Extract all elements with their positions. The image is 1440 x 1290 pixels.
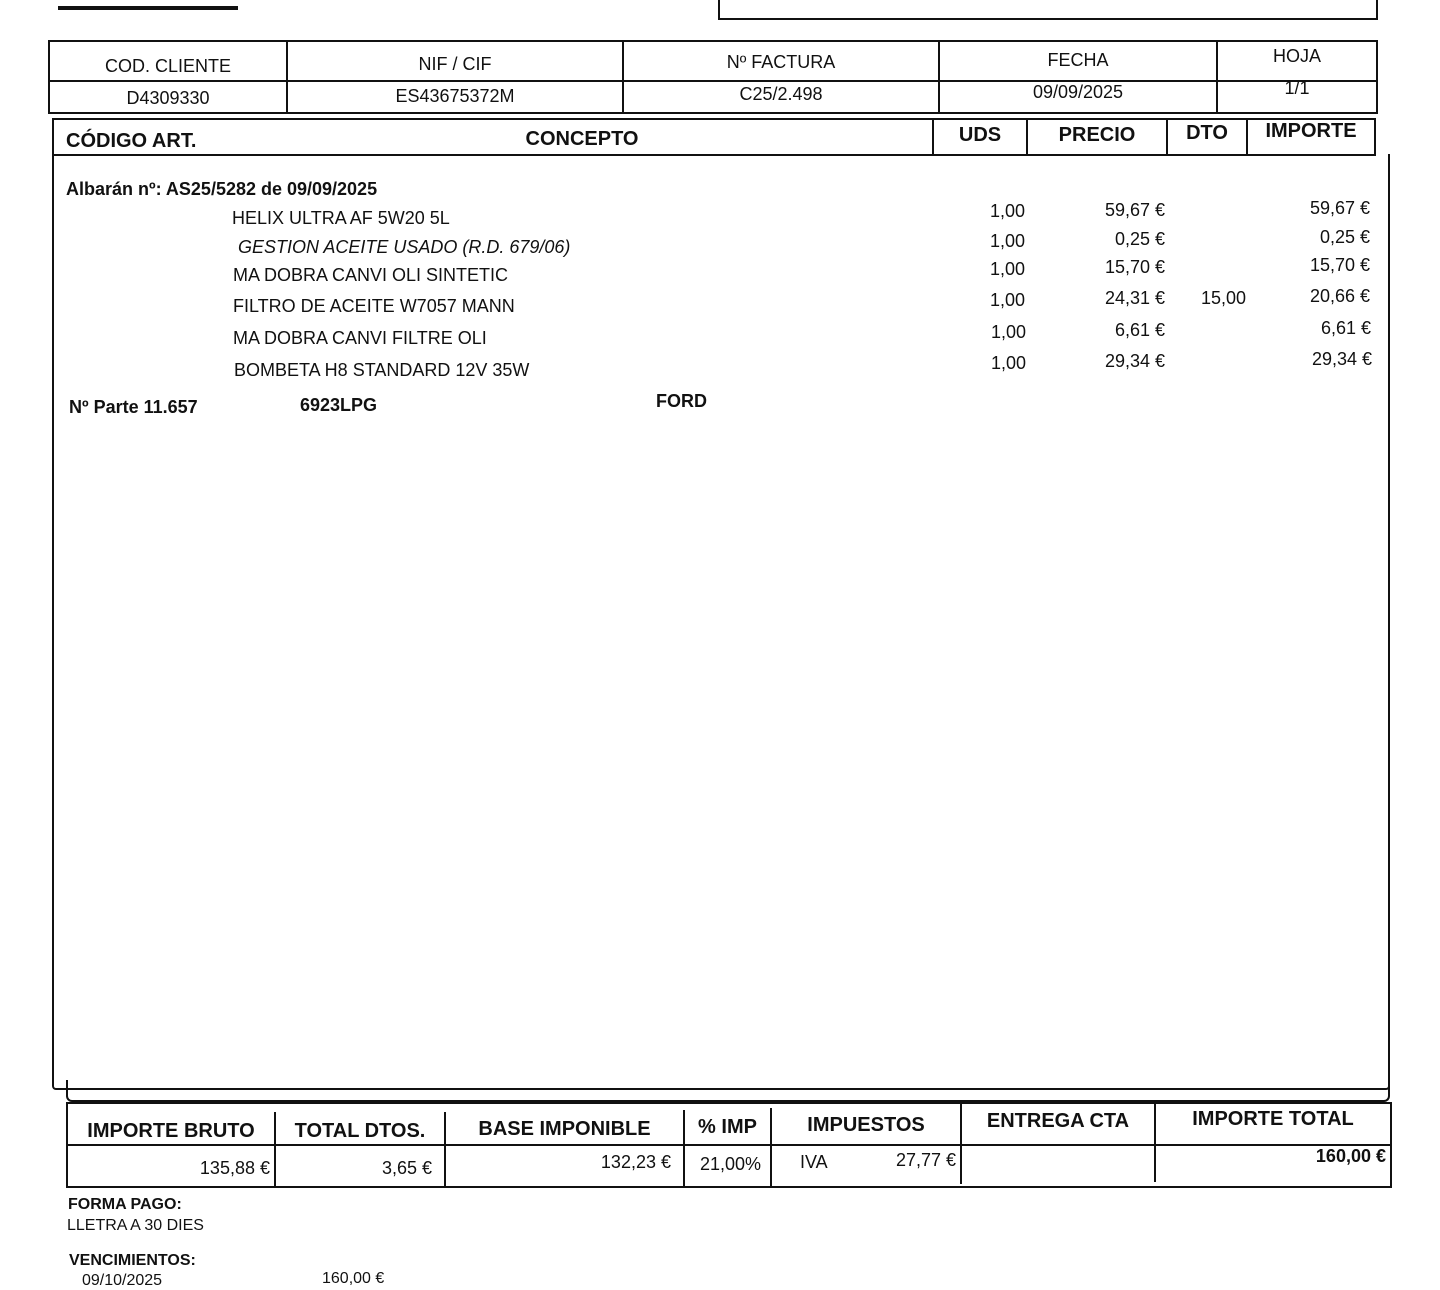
pct-imp-value: 21,00% <box>699 1154 761 1174</box>
lines-table <box>52 118 1376 156</box>
line-precio: 24,31 € <box>1104 288 1165 308</box>
col-impuestos: IMPUESTOS <box>807 1113 925 1136</box>
line-precio: 6,61 € <box>1114 320 1165 340</box>
forma-pago-label: FORMA PAGO: <box>68 1196 182 1213</box>
line-concepto: FILTRO DE ACEITE W7057 MANN <box>233 296 515 316</box>
col-dto: DTO <box>1186 121 1228 144</box>
address-box <box>718 0 1378 20</box>
base-imponible-value: 132,23 € <box>600 1152 671 1172</box>
header-col-fecha: FECHA <box>1047 49 1109 70</box>
line-concepto: BOMBETA H8 STANDARD 12V 35W <box>234 360 530 380</box>
albaran-line: Albarán nº: AS25/5282 de 09/09/2025 <box>66 179 378 199</box>
line-concepto: MA DOBRA CANVI FILTRE OLI <box>233 328 487 348</box>
col-importe-bruto: IMPORTE BRUTO <box>87 1119 255 1142</box>
col-uds: UDS <box>958 123 1002 146</box>
line-precio: 0,25 € <box>1114 229 1165 249</box>
line-uds: 1,00 <box>990 353 1026 373</box>
line-uds: 1,00 <box>990 322 1026 342</box>
line-concepto: HELIX ULTRA AF 5W20 5L <box>232 208 450 228</box>
vehicle-brand: FORD <box>656 391 707 411</box>
line-precio: 59,67 € <box>1104 200 1165 220</box>
col-importe-total: IMPORTE TOTAL <box>1192 1107 1354 1130</box>
col-codigo-art: CÓDIGO ART. <box>66 129 197 152</box>
total-dtos-value: 3,65 € <box>381 1158 432 1178</box>
totals-table <box>66 1102 1392 1188</box>
nif-cif-value: ES43675372M <box>395 85 515 106</box>
line-uds: 1,00 <box>989 259 1025 279</box>
col-concepto: CONCEPTO <box>525 127 639 150</box>
line-precio: 15,70 € <box>1104 257 1165 277</box>
document-title-fragment <box>58 0 238 10</box>
line-importe: 15,70 € <box>1309 255 1370 275</box>
cod-cliente-value: D4309330 <box>126 87 210 108</box>
col-precio: PRECIO <box>1058 123 1136 146</box>
vencimiento-importe: 160,00 € <box>322 1270 385 1287</box>
col-total-dtos: TOTAL DTOS. <box>294 1119 426 1142</box>
col-pct-imp: % IMP <box>698 1115 757 1138</box>
line-importe: 6,61 € <box>1320 318 1371 338</box>
col-entrega-cta: ENTREGA CTA <box>986 1109 1130 1132</box>
line-importe: 20,66 € <box>1309 286 1370 306</box>
vencimiento-fecha: 09/10/2025 <box>82 1272 163 1289</box>
line-uds: 1,00 <box>989 290 1025 310</box>
line-concepto: MA DOBRA CANVI OLI SINTETIC <box>233 265 509 285</box>
num-factura-value: C25/2.498 <box>739 83 823 104</box>
header-col-hoja: HOJA <box>1272 45 1321 66</box>
col-base-imponible: BASE IMPONIBLE <box>478 1117 651 1140</box>
header-col-nif-cif: NIF / CIF <box>418 53 492 74</box>
header-col-num-factura: Nº FACTURA <box>726 51 836 72</box>
importe-total-value: 160,00 € <box>1315 1146 1386 1166</box>
line-importe: 0,25 € <box>1319 227 1370 247</box>
line-concepto: GESTION ACEITE USADO (R.D. 679/06) <box>238 237 571 257</box>
fecha-value: 09/09/2025 <box>1032 81 1124 102</box>
header-table <box>48 40 1378 114</box>
impuestos-value: 27,77 € <box>895 1150 956 1170</box>
parte-number: Nº Parte 11.657 <box>69 397 198 417</box>
header-col-cod-cliente: COD. CLIENTE <box>104 55 232 76</box>
forma-pago-value: LLETRA A 30 DIES <box>67 1217 204 1234</box>
impuesto-tipo: IVA <box>800 1152 828 1172</box>
importe-bruto-value: 135,88 € <box>199 1158 270 1178</box>
hoja-value: 1/1 <box>1284 77 1310 98</box>
line-importe: 59,67 € <box>1309 198 1370 218</box>
line-precio: 29,34 € <box>1104 351 1165 371</box>
line-dto: 15,00 <box>1200 288 1246 308</box>
line-uds: 1,00 <box>989 231 1025 251</box>
vencimientos-label: VENCIMIENTOS: <box>69 1252 196 1269</box>
line-uds: 1,00 <box>989 201 1025 221</box>
vehicle-plate: 6923LPG <box>300 395 378 415</box>
col-importe: IMPORTE <box>1265 119 1357 142</box>
line-importe: 29,34 € <box>1311 349 1372 369</box>
